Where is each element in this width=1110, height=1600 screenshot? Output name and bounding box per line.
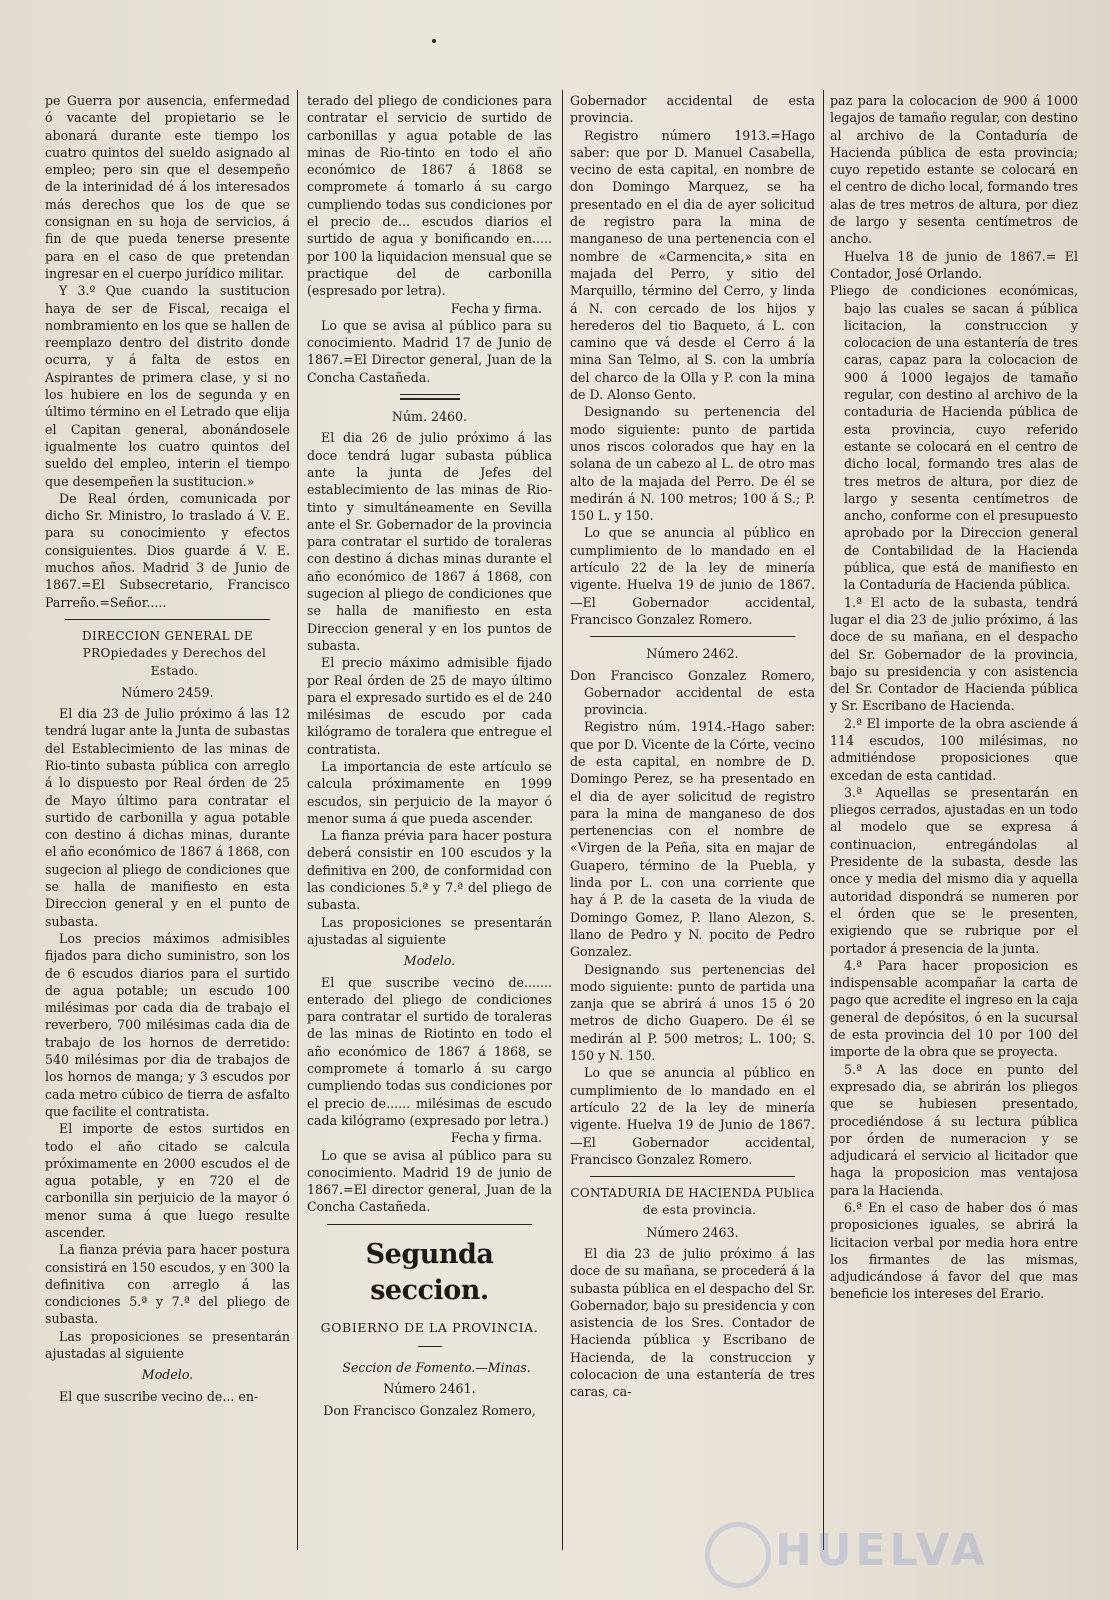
subsection-heading: Seccion de Fomento.—Minas. [342,1360,531,1375]
paragraph: paz para la colocacion de 900 á 1000 legajos de tamaño regular, con destino al archivo de la Contaduría de Hacienda pública de esta provincia; cuyo repetido estante se colocará en el centro de dicho local, formando tres alas de tres metros de altura, por diez de largo y sesenta centímetros de ancho. [830,93,1078,247]
separator [590,1176,795,1177]
paragraph: Y 3.º Que cuando la sustitucion haya de ser de Fiscal, recaiga el nombramiento en los que se hallen de reemplazo dentro del distrito donde ocurra, y á falta de estos en Aspirantes de primera clase, y si no los hubiere en los de segunda y en último término en el Letrado que elija el Capitan general, abonándosele igualmente los cuatro quintos del sueldo del empleo, interin el tiempo que desempeñen la sustitucion.» [45,283,290,489]
paragraph: Registro número 1913.=Hago saber: que por D. Manuel Casabella, vecino de esta capital, en nombre de don Domingo Marquez, se ha presentado en el dia de ayer solicitud de registro para la mina de manganeso de una pertenencia con el nombre de «Carmencita,» sita en majada del Perro, y sitio del Marquillo, término del Cerro, y linda á N. con cercado de los hijos y herederos del tio Baqueto, á L. con camino que vá desde el Cerro á la mina San Telmo, al S. con la umbría del charco de la Olla y P. con la mina de D. Alonso Gento. [570,127,815,403]
paragraph: Registro núm. 1914.-Hago saber: que por D. Vicente de la Córte, vecino de esta capital, en nombre de D. Domingo Perez, se ha presentado en el dia de ayer solicitud de registro para la mina de manganeso de dos pertenencias con el nombre de «Virgen de la Peña, sita en majar de Guapero, término de la Puebla, y linda por L. con una corriente que hay á P. de la caseta de la viuda de Domingo Gomez, P. llano Alezon, S. llano de Pedro y N. pocito de Pedro Gonzalez. [570,719,815,960]
paragraph: 2.ª El importe de la obra asciende á 114 escudos, 100 milésimas, no admitiéndose proposiciones que excedan de esta cantidad. [830,715,1078,783]
paragraph: La fianza prévia para hacer postura deberá consistir en 100 escudos y la definitiva en 200, de conformidad con las condiciones 5.ª y 7.ª del pliego de subasta. [307,828,552,913]
paragraph: La fianza prévia para hacer postura consistirá en 150 escudos, y en 300 la definitiva con arreglo á las condiciones 5.ª y 7.ª del pliego de subasta. [45,1242,290,1327]
paragraph: El que suscribe vecino de....... enterado del pliego de condiciones para contratar el surtido de toraleras de las minas de Riotinto en todo el año económico de 1867 á 1868, se compromete á tomarlo á su cargo cumpliendo todas sus condiciones por el precio de...... milésimas de escudo cada kilógramo (expresado por letra.) [307,974,552,1128]
paragraph: Los precios máximos admisibles fijados para dicho suministro, son los de 6 escudos diarios para el surtido de agua potable; un escudo 100 milésimas por cada dia de trabajo el reverbero, 700 milésimas cada dia de trabajo de los hornos de derretido: 540 milésimas por dia de trabajos de los hornos de manga; y 3 escudos por cada metro cúbico de tierra de asfalto que facilite el contratista. [45,930,290,1119]
paragraph: Lo que se anuncia al público en cumplimiento de lo mandado en el artículo 22 de la ley de minería vigente. Huelva 19 de Junio de 1867.—El Gobernador accidental, Francisco Gonzalez Romero. [570,1065,815,1167]
paragraph: Gobernador accidental de esta provincia. [570,93,815,126]
paragraph: Lo que se anuncia al público en cumplimiento de lo mandado en el artículo 22 de la ley de minería vigente. Huelva 19 de junio de 1867.—El Gobernador accidental, Francisco Gonzalez Romero. [570,525,815,627]
signature-line: Fecha y firma. [450,1130,542,1146]
paragraph: 5.ª A las doce en punto del expresado dia, se abrirán los pliegos que se hubiesen presentado, procediéndose á su lectura pública por órden de numeracion y se adjudicará el servicio al licitador que haga la proposicion mas ventajosa para la Hacienda. [830,1061,1078,1198]
paragraph: El dia 23 de julio próximo á las doce de su mañana, se procederá á la subasta pública en el despacho del Sr. Gobernador, bajo su presidencia y con asistencia de los Sres. Contador de Hacienda pública y Escribano de Hacienda, de la construccion y colocacion de una estantería de tres caras, ca- [570,1246,815,1400]
notice-number: Número 2461. [383,1381,476,1397]
paragraph: Pliego de condiciones económicas, bajo las cuales se sacan á pública licitacion, la construccion y colocacion de una estantería de tres caras, capaz para la colocacion de 900 á 1000 legajos de tamaño regular, con destino al archivo de la contaduria de Hacienda pública de esta provincia, cuyo referido estante se colocará en el centro de dicho local, formando tres alas de tres metros de altura, por diez de largo y sesenta centímetros de ancho, conforme con el presupuesto aprobado por la Direccion general de Contabilidad de la Hacienda pública, que está de manifiesto en la Contaduría de Hacienda pública. [830,283,1078,593]
paragraph: La importancia de este artículo se calcula próximamente en 1999 escudos, sin perjuicio de la mayor ó menor suma á que pueda ascender. [307,758,552,826]
section-heading: CONTADURIA DE HACIENDA PUblica de esta provincia. [570,1186,815,1218]
column-rule [823,90,824,1550]
watermark: HUELVA [775,1525,989,1576]
paragraph: Las proposiciones se presentarán ajustadas al siguiente [45,1328,290,1362]
notice-number: Núm. 2460. [391,409,468,425]
column-3 [570,92,815,1582]
short-rule [418,1346,442,1347]
model-heading: Modelo. [403,953,456,969]
section-heading: DIRECCION GENERAL DE PROpiedades y Derechos del Estado. [82,628,267,678]
paragraph: Lo que se avisa al público para su conocimiento. Madrid 17 de Junio de 1867.=El Director general, Juan de la Concha Castañeda. [307,317,552,385]
paragraph: Don Francisco Gonzalez Romero, Gobernador accidental de esta provincia. [570,667,815,718]
paragraph: El precio máximo admisible fijado por Real órden de 25 de mayo último para el expresado surtido es el de 240 milésimas de escudo por cada kilógramo de toralera que entregue el contratista. [307,655,552,757]
signature-line: Fecha y firma. [450,300,542,316]
paragraph: El que suscribe vecino de... en- [59,1388,259,1404]
paragraph: 3.ª Aquellas se presentarán en pliegos cerrados, ajustadas en un todo al modelo que se expresa á continuacion, entregándolas al Presidente de la subasta, desde las once y media del mismo dia y aquella autoridad dispondrá se numeren por el órden que se le presenten, exigiendo que se rubrique por el portador á presencia de la junta. [830,784,1078,956]
column-4 [830,92,1078,1582]
paragraph: 6.ª En el caso de haber dos ó mas proposiciones iguales, se abrirá la licitacion verbal por media hora entre los firmantes de las mismas, adjudicándose á favor del que mas beneficie los intereses del Erario. [830,1200,1078,1302]
column-1 [45,92,290,1582]
page-dot [432,39,436,43]
separator [327,1224,532,1225]
notice-number: Número 2459. [121,684,214,700]
paragraph: El dia 23 de Julio próximo á las 12 tendrá lugar ante la Junta de subastas del Establecimiento de las minas de Rio-tinto subasta pública con arreglo á lo dispuesto por Real órden de 25 de Mayo último para contratar el surtido de carbonilla y agua potable con destino á dichas minas, durante el año económico de 1867 á 1868, con sugecion al pliego de condiciones que se halla de manifiesto en esta Direccion general y en el punto de subasta. [45,706,290,929]
notice-number: Número 2463. [646,1224,739,1240]
paragraph: De Real órden, comunicada por dicho Sr. Ministro, lo traslado á V. E. para su conocimiento y efectos consiguientes. Dios guarde á V. E. muchos años. Madrid 3 de Junio de 1867.=El Subsecretario, Francisco Parreño.=Señor..... [45,490,290,610]
separator [65,619,270,620]
paragraph: terado del pliego de condiciones para contratar el servicio de surtido de carbonillas y agua potable de las minas de Rio-tinto en todo el año económico de 1867 á 1868 se compromete á tomarlo á su cargo cumpliendo todas sus condiciones por el precio de... escudos diarios el surtido de agua y bonificando en..... por 100 la liquidacion mensual que se practique del de carbonilla (espresado por letra). [307,93,552,299]
paragraph: Las proposiciones se presentarán ajustadas al siguiente [307,914,552,947]
paragraph: Designando su pertenencia del modo siguiente: punto de partida unos riscos colorados que hay en la solana de un cabezo al L. de otro mas alto de la majada del Perro. De él se medirán á N. 100 metros; 100 á S.; P. 150 L. y 150. [570,404,815,524]
paragraph: Lo que se avisa al público para su conocimiento. Madrid 19 de junio de 1867.=El director general, Juan de la Concha Castañeda. [307,1147,552,1215]
paragraph: 1.ª El acto de la subasta, tendrá lugar el dia 23 de julio próximo, á las doce de su mañana, en el despacho del Sr. Gobernador de la provincia, bajo su presidencia y con asistencia del Sr. Contador de Hacienda pública y Sr. Escribano de Hacienda. [830,594,1078,714]
watermark-logo-icon [705,1522,771,1588]
column-2 [307,92,552,1582]
section-title: Segunda seccion. [365,1238,494,1306]
government-heading: GOBIERNO DE LA PROVINCIA. [320,1319,539,1335]
paragraph: pe Guerra por ausencia, enfermedad ó vacante del propietario se le abonará durante este tiempo los cuatro quintos del sueldo asignado al empleo; pero sin que el desempeño de la interinidad dé á los interesados más derechos que los de que se consignan en su hoja de servicios, á fin de que pueda tenerse presente para en el caso de que pretendan ingresar en el cuerpo jurídico militar. [45,93,290,281]
paragraph: Designando sus pertenencias del modo siguiente: punto de partida una zanja que se abrirá á unos 15 ó 20 metros de dicho Guapero. De él se medirán al P. 500 metros; L. 100; S. 150 y N. 150. [570,961,815,1064]
paragraph: El dia 26 de julio próximo á las doce tendrá lugar subasta pública ante la junta de Jefes del establecimiento de las minas de Rio-tinto y simultáneamente en Sevilla ante el Sr. Gobernador de la provincia para contratar el surtido de toraleras con destino á dichas minas durante el año económico de 1867 á 1868, con sugecion al pliego de condiciones que se halla de manifiesto en esta Direccion general y en los puntos de subasta. [307,430,552,653]
paragraph: Huelva 18 de junio de 1867.= El Contador, José Orlando. [830,248,1078,281]
paragraph: El importe de estos surtidos en todo el año citado se calcula próximamente en 2000 escudos el de agua potable, y en 720 el de carbonilla sin perjuicio de la mayor ó menor suma á que luego resulte ascender. [45,1121,290,1240]
notice-number: Número 2462. [646,646,739,662]
separator [590,636,795,637]
model-heading: Modelo. [141,1367,194,1383]
paragraph: 4.ª Para hacer proposicion es indispensable acompañar la carta de pago que acredite el ingreso en la caja general de depósitos, ó en la sucursal de esta provincia del 10 por 100 del importe de la obra que se proyecta. [830,957,1078,1060]
double-rule [400,394,460,400]
column-rule [297,90,298,1550]
column-rule [562,90,563,1550]
paragraph: Don Francisco Gonzalez Romero, [323,1402,536,1418]
